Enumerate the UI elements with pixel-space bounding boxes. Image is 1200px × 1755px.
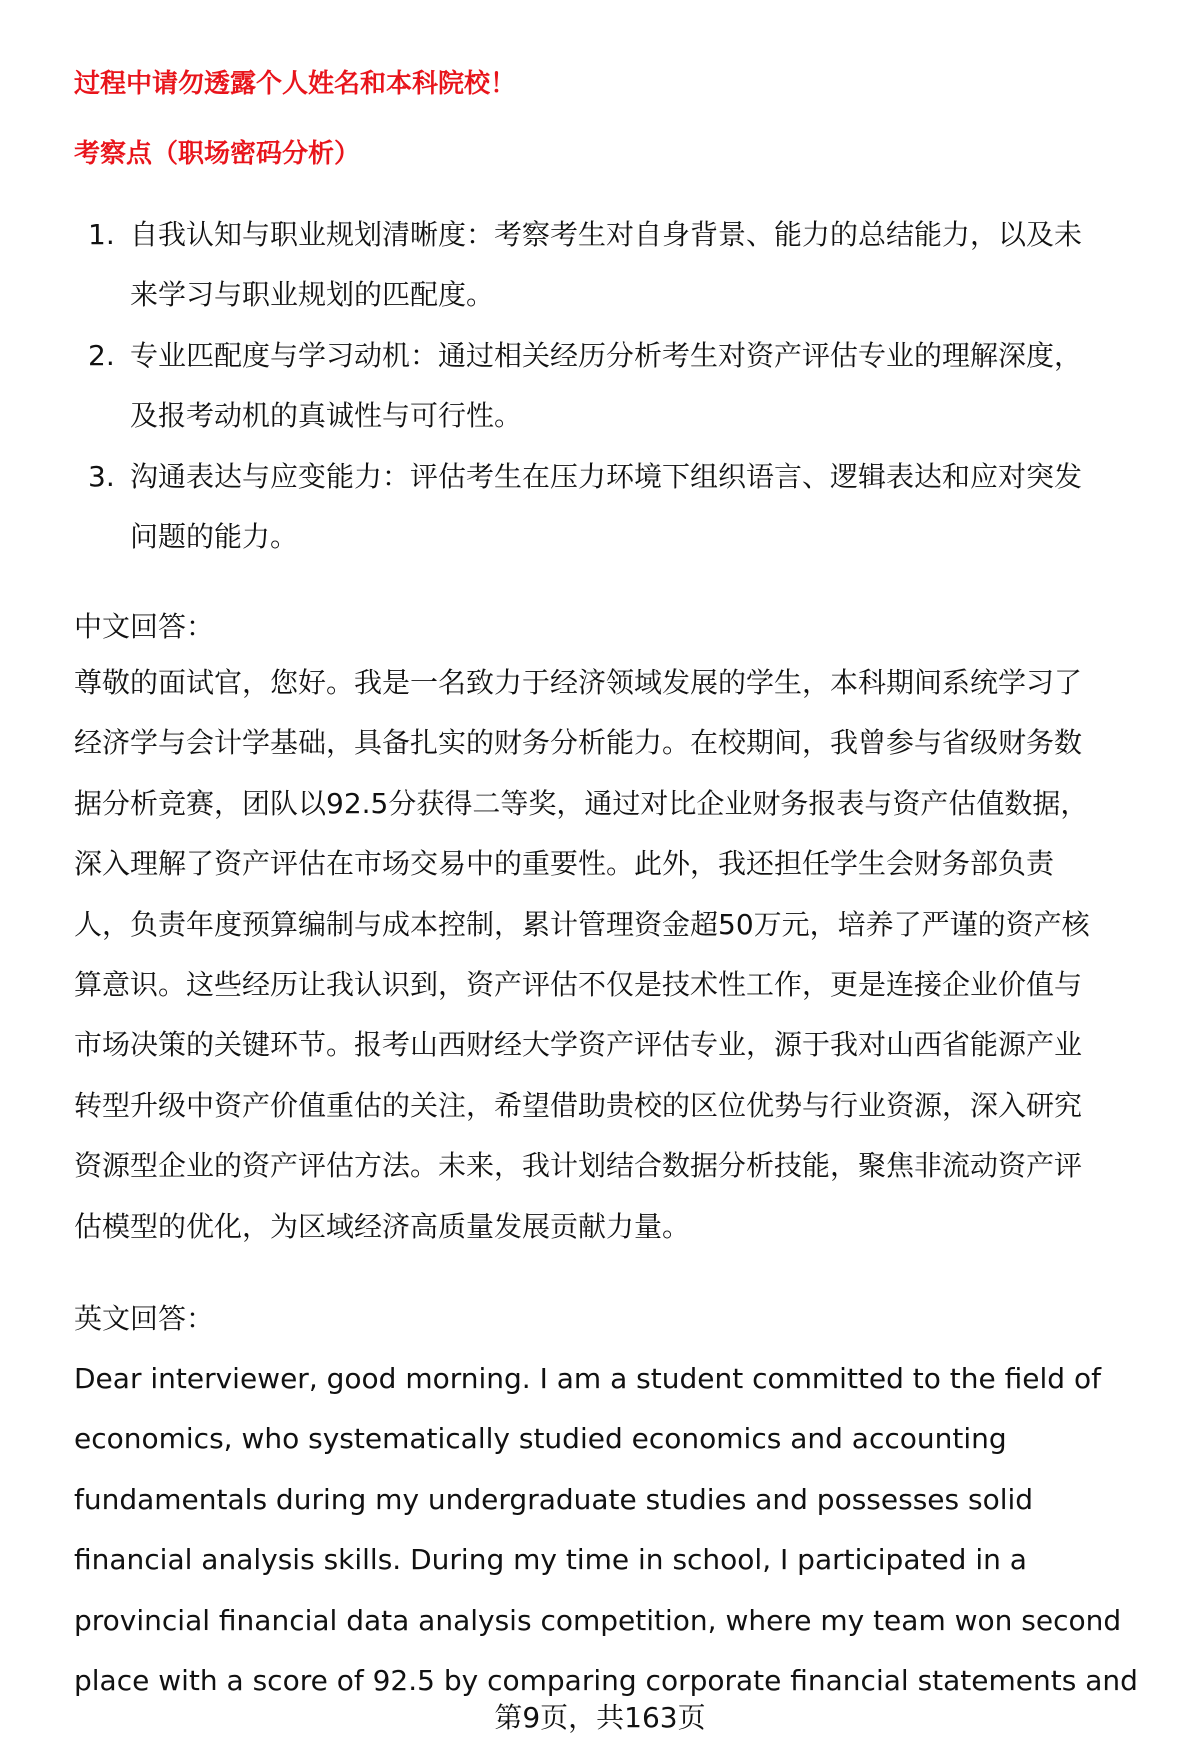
paragraph-line: Dear interviewer, good morning. I am a student committed to the field of [74,1362,1101,1395]
list-text: 及报考动机的真诚性与可行性。 [130,399,523,433]
list-item [74,326,1082,447]
paragraph-line: 据分析竞赛，团队以92.5分获得二等奖，通过对比企业财务报表与资产估值数据， [74,786,1089,820]
paragraph-line: 算意识。这些经历让我认识到，资产评估不仅是技术性工作，更是连接企业价值与 [74,967,1083,1001]
paragraph-line: provincial financial data analysis competition, where my team won second [74,1603,1122,1637]
paragraph-line: 人，负责年度预算编制与成本控制，累计管理资金超50万元，培养了严谨的资产核 [74,907,1090,941]
paragraph-line: 市场决策的关键环节。报考山西财经大学资产评估专业，源于我对山西省能源产业 [74,1028,1083,1062]
assessment-points-list [74,205,1082,567]
section-title: 考察点（职场密码分析） [74,139,361,169]
list-text: 自我认知与职业规划清晰度：考察考生对自身背景、能力的总结能力，以及未 [130,218,1083,251]
paragraph-line: fundamentals during my undergraduate studies and possesses solid [74,1482,1034,1516]
paragraph-line: 估模型的优化，为区域经济高质量发展贡献力量。 [74,1209,691,1243]
chinese-answer-label: 中文回答： [74,610,215,643]
paragraph-line: 经济学与会计学基础，具备扎实的财务分析能力。在校期间，我曾参与省级财务数 [74,726,1083,760]
paragraph-line: 资源型企业的资产评估方法。未来，我计划结合数据分析技能，聚焦非流动资产评 [74,1149,1083,1183]
list-text: 沟通表达与应变能力：评估考生在压力环境下组织语言、逻辑表达和应对突发 [130,459,1083,493]
chinese-answer-body [74,653,1090,1257]
list-text: 专业匹配度与学习动机：通过相关经历分析考生对资产评估专业的理解深度， [130,338,1083,372]
list-item [74,447,1082,568]
page-number: 第9页，共163页 [494,1701,706,1734]
paragraph-line: financial analysis skills. During my time in school, I participated in a [74,1543,1027,1577]
list-number: 3. [88,459,115,493]
list-text: 来学习与职业规划的匹配度。 [130,278,495,312]
paragraph-line: 转型升级中资产价值重估的关注，希望借助贵校的区位优势与行业资源，深入研究 [74,1088,1083,1122]
list-number: 2. [88,338,115,372]
paragraph-line: economics, who systematically studied economics and accounting [74,1422,1007,1456]
paragraph-line: 尊敬的面试官，您好。我是一名致力于经济领域发展的学生，本科期间系统学习了 [74,666,1083,699]
list-item [74,205,1082,326]
privacy-warning: 过程中请勿透露个人姓名和本科院校！ [74,69,517,99]
english-answer-body [74,1349,1138,1711]
paragraph-line: place with a score of 92.5 by comparing corporate financial statements and [74,1663,1138,1697]
list-text: 问题的能力。 [130,519,299,553]
paragraph-line: 深入理解了资产评估在市场交易中的重要性。此外，我还担任学生会财务部负责 [74,847,1055,881]
english-answer-label: 英文回答： [74,1302,215,1335]
list-number: 1. [88,218,115,251]
